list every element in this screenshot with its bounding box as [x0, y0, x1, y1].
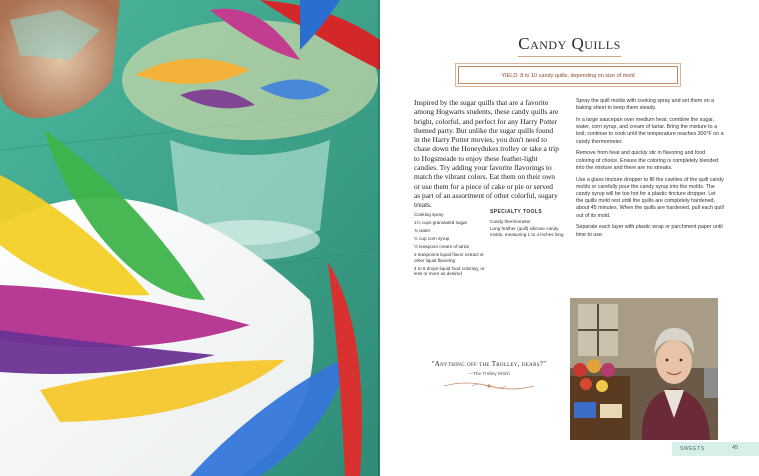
trolley-witch-photo — [570, 298, 718, 440]
title-divider — [518, 56, 621, 57]
ingredient-item: 1½ cups granulated sugar — [414, 219, 468, 225]
recipe-title: Candy Quills — [518, 34, 621, 53]
ingredient-item: ½ teaspoon cream of tartar — [414, 243, 470, 249]
step-paragraph: In a large saucepan over medium heat, combine the sugar, water, corn syrup, and cream of tartar. Bring the mixture to a boil; continue to cook until the temperature reaches 300°F on a candy thermometer. — [576, 117, 724, 145]
quote-attribution: —The Trolley Witch — [468, 372, 510, 377]
ingredient-item: ¾ water — [414, 227, 431, 233]
ingredient-item: Cooking spray — [414, 212, 444, 217]
ingredient-item: 4 to 6 drops liquid food coloring, or less or more as desired — [414, 265, 485, 277]
tool-item: Long feather (quill) silicone candy molds, measuring 1 to 4 inches long — [490, 226, 564, 237]
yield-box: YIELD: 8 to 10 candy quills, depending on size of mold — [458, 66, 678, 84]
page-number: 45 — [732, 445, 739, 451]
instruction-steps — [576, 98, 724, 243]
step-paragraph: Separate each layer with plastic wrap or parchment paper until time to use. — [576, 224, 723, 238]
ingredient-item: ½ cup corn syrup — [414, 235, 450, 241]
tools-heading: SPECIALTY TOOLS — [490, 209, 543, 215]
specialty-tools — [490, 210, 566, 239]
intro-paragraph: Inspired by the sugar quills that are a favorite among Hogwarts students, these candy quills are bright, colorful, and perfect for any Harry Potter themed party. But unlike the sugar quills found in the Harry Potter movies, you don't need to chase down the Honeydukes trolley or take a trip to Hogsmeade to enjoy these feather-light candies. Try adding your favorite flavorings to match the vibrant colors. Eat them on their own or use them for a piece of cake or pie or served as part of an assortment of other colorful, sugary treats. — [414, 98, 559, 210]
recipe-page — [380, 0, 759, 476]
step-paragraph: Spray the quill molds with cooking spray and set them on a baking sheet to keep them steady. — [576, 98, 715, 112]
step-paragraph: Use a glass tincture dropper to fill the cavities of the quill candy molds or carefully pour the candy syrup into the molds. The candy syrup will be too hot for a plastic tincture dropper. Let the quills mold rest until the quills are completely hardened, about 45 minutes. When the quills are hardened, pull each quill out of its mold. — [576, 176, 724, 219]
ingredient-item: 2 teaspoons liquid flavor extract or other liquid flavoring — [414, 251, 484, 263]
tool-item: Candy thermometer — [490, 218, 531, 224]
section-label: SWEETS — [680, 446, 705, 452]
step-paragraph: Remove from heat and quickly stir in flavoring and food coloring of choice. Ensure the coloring is completely blended into the mixture and there are no streaks. — [576, 150, 719, 171]
flourish-ornament — [442, 380, 536, 392]
pull-quote: "Anything off the Trolley, dears?" — [431, 360, 547, 368]
tools-list — [490, 219, 566, 238]
ingredients-list — [414, 212, 486, 279]
portrait-illustration — [570, 298, 718, 440]
